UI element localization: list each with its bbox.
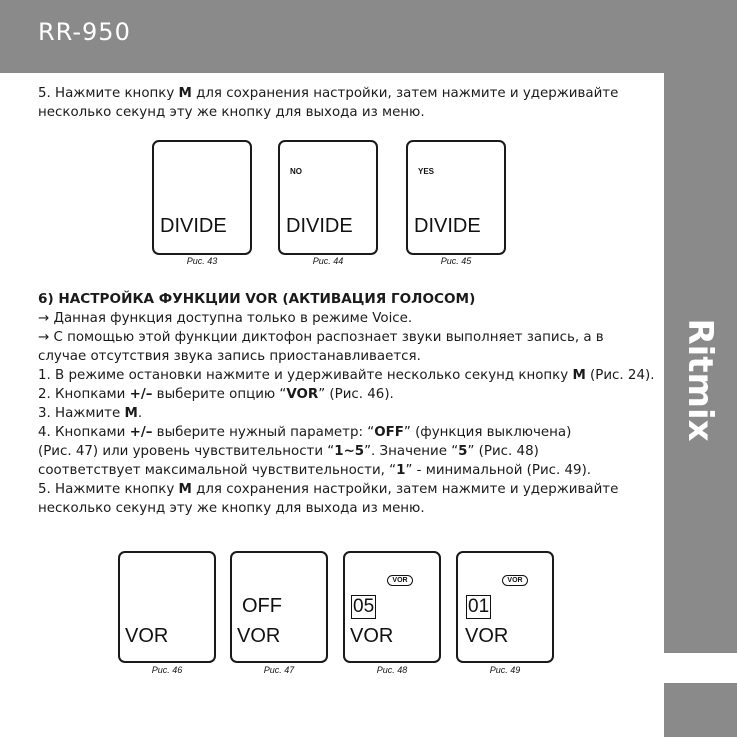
key-label: M: [572, 368, 586, 383]
text-fragment: для сохранения настройки, затем нажмите и удерживайте: [191, 86, 619, 101]
section-heading: 6) НАСТРОЙКА ФУНКЦИИ VOR (АКТИВАЦИЯ ГОЛОСОМ): [38, 291, 476, 307]
step-1: [38, 366, 655, 385]
key-label: M: [178, 482, 192, 497]
screen-value-label: 05: [353, 596, 375, 617]
text-fragment: 1. В режиме остановки нажмите и удерживайте несколько секунд кнопку: [38, 368, 573, 383]
note-line: случае отсутствия звука запись приостанавливается.: [38, 349, 421, 364]
figure-caption: Рис. 48: [376, 665, 408, 675]
text-fragment: 5. Нажмите кнопку: [38, 86, 179, 101]
key-label: +/–: [129, 387, 153, 402]
side-tab-lower: [664, 683, 737, 737]
step-3: [38, 404, 648, 423]
text-fragment: ” (Рис. 48): [467, 444, 539, 459]
screen-figure: [456, 551, 554, 663]
option-label: 5: [458, 444, 468, 459]
screen-main-label: DIVIDE: [414, 215, 481, 237]
step-5-line2: несколько секунд эту же кнопку для выхода из меню.: [38, 501, 425, 516]
screen-main-label: DIVIDE: [286, 215, 353, 237]
key-label: +/–: [129, 425, 153, 440]
text-fragment: для сохранения настройки, затем нажмите и удерживайте: [191, 482, 619, 497]
text-line: несколько секунд эту же кнопку для выхода из меню.: [38, 105, 425, 120]
screen-main-label: VOR: [350, 625, 394, 647]
figure-caption: Рис. 45: [440, 256, 472, 266]
step-4-line1: [38, 423, 648, 442]
text-fragment: 4. Кнопками: [38, 425, 130, 440]
screen-figure: [406, 140, 506, 255]
screen-main-label: DIVIDE: [160, 215, 227, 237]
vor-badge: VOR: [387, 575, 413, 586]
step5-top: [38, 84, 648, 122]
screen-figure: [152, 140, 252, 255]
key-label: M: [124, 406, 138, 421]
screen-figure: [118, 551, 216, 663]
vor-badge: VOR: [502, 575, 528, 586]
figure-caption: Рис. 47: [263, 665, 295, 675]
text-fragment: ” (Рис. 46).: [318, 387, 394, 402]
text-fragment: (Рис. 24).: [585, 368, 655, 383]
option-label: OFF: [374, 425, 404, 440]
figure-caption: Рис. 44: [312, 256, 344, 266]
screen-small-label: NO: [290, 167, 302, 176]
header-bar: [0, 0, 737, 73]
model-title: RR-950: [38, 18, 131, 46]
note-line: → Данная функция доступна только в режиме Voice.: [38, 311, 413, 326]
text-fragment: ” - минимальной (Рис. 49).: [405, 463, 592, 478]
screen-main-label: VOR: [465, 625, 509, 647]
screen-value-label: OFF: [242, 595, 282, 617]
step-4-line3: [38, 461, 648, 480]
text-fragment: соответствует максимальной чувствительности, “: [38, 463, 397, 478]
key-label: M: [178, 86, 192, 101]
figure-caption: Рис. 49: [489, 665, 521, 675]
step-5-line1: [38, 480, 648, 499]
text-fragment: ”. Значение “: [364, 444, 459, 459]
text-fragment: 3. Нажмите: [38, 406, 125, 421]
option-label: VOR: [286, 387, 319, 402]
text-fragment: ” (функция выключена): [403, 425, 572, 440]
figure-caption: Рис. 46: [151, 665, 183, 675]
step-4-line2: [38, 442, 648, 461]
text-fragment: выберите нужный параметр: “: [152, 425, 375, 440]
figure-caption: Рис. 43: [186, 256, 218, 266]
screen-figure: [230, 551, 328, 663]
screen-main-label: VOR: [125, 625, 169, 647]
vor-section: [38, 290, 655, 518]
option-label: 1: [396, 463, 406, 478]
screen-value-label: 01: [468, 596, 490, 617]
screen-figure: [343, 551, 441, 663]
note-line: → С помощью этой функции диктофон распознает звуки выполняет запись, а в: [38, 330, 604, 345]
text-line: [38, 84, 648, 103]
text-fragment: выберите опцию “: [152, 387, 287, 402]
text-fragment: 2. Кнопками: [38, 387, 130, 402]
screen-small-label: YES: [418, 167, 435, 176]
step-2: [38, 385, 648, 404]
ritmix-logo: Ritmix: [680, 318, 720, 442]
screen-figure: [278, 140, 378, 255]
text-fragment: 5. Нажмите кнопку: [38, 482, 179, 497]
text-fragment: .: [137, 406, 143, 421]
screen-main-label: VOR: [237, 625, 281, 647]
text-fragment: (Рис. 47) или уровень чувствительности “: [38, 444, 335, 459]
option-label: 1~5: [334, 444, 365, 459]
